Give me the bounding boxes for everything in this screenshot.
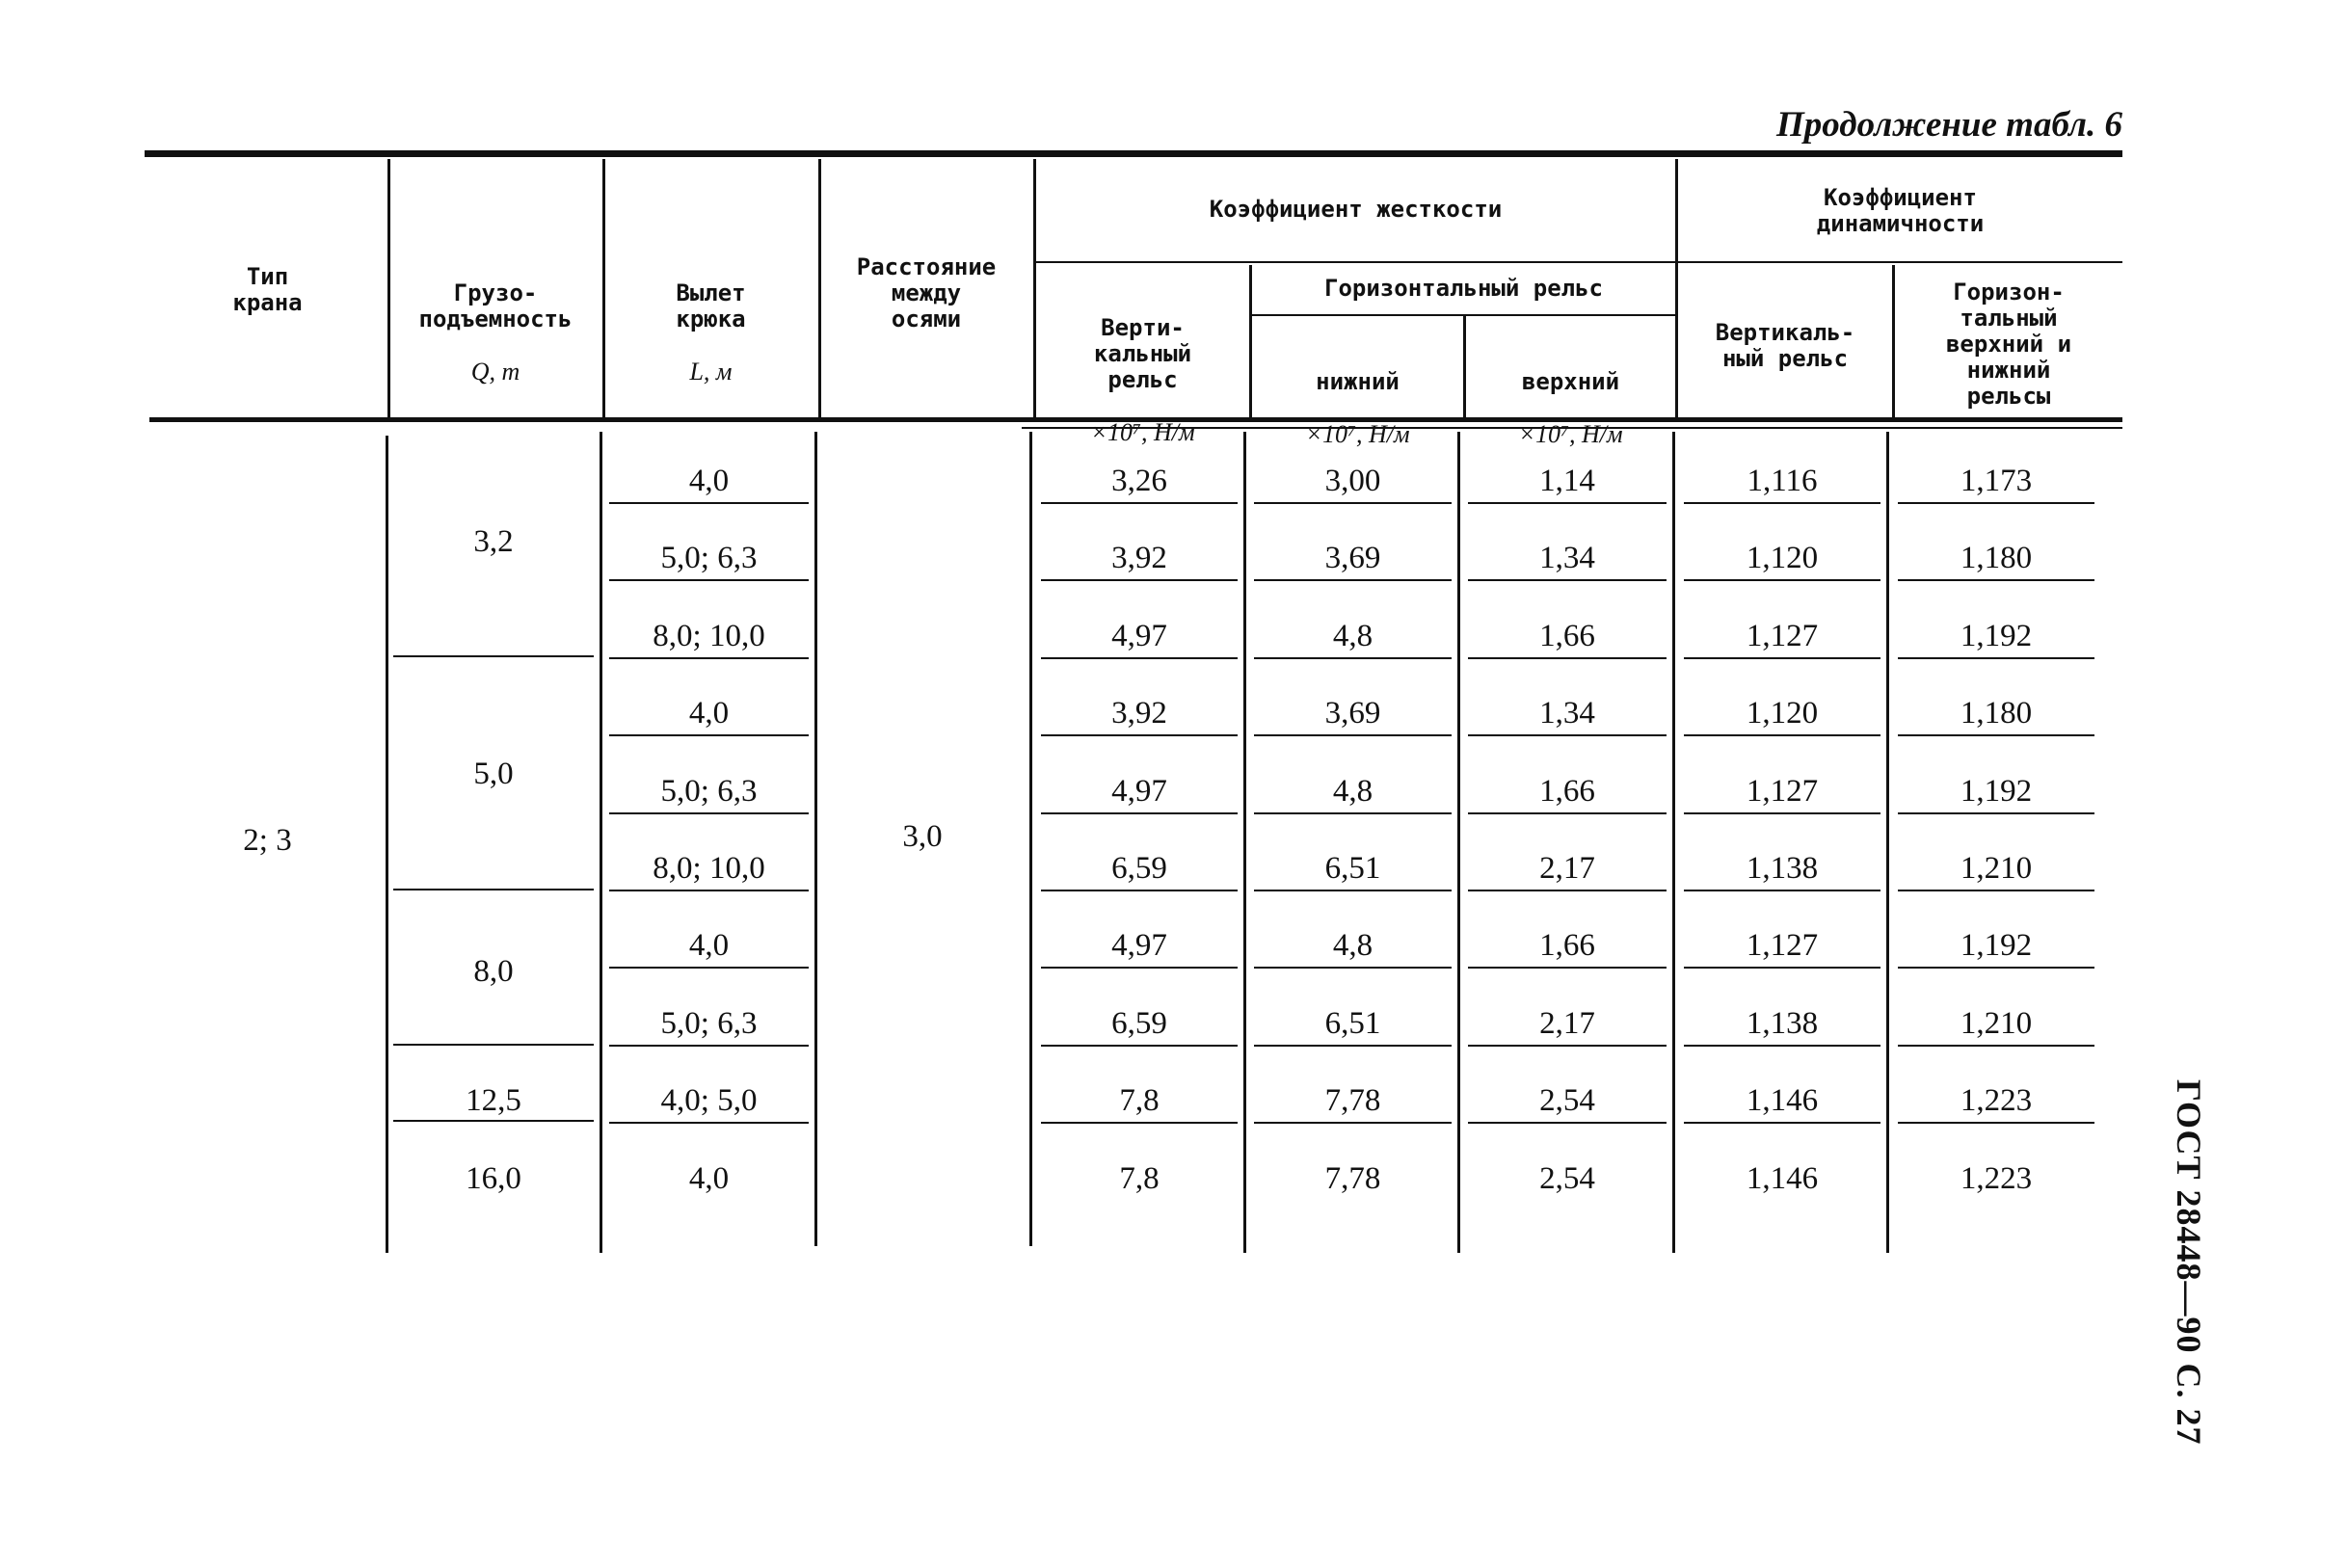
table-cell-lower: 3,69 (1324, 541, 1381, 576)
cell-underline (1254, 502, 1452, 504)
cell-underline (1468, 502, 1667, 504)
table-cell-upper: 1,66 (1539, 618, 1595, 653)
cell-underline (1254, 1122, 1452, 1124)
cell-underline (1254, 1045, 1452, 1047)
cell-underline (1684, 812, 1880, 814)
cell-underline (609, 657, 809, 659)
cell-underline (1468, 890, 1667, 891)
cell-underline (1041, 1122, 1238, 1124)
cell-underline (1468, 967, 1667, 969)
table-cell-upper: 1,66 (1539, 773, 1595, 809)
document-code: ГОСТ 28448—90 С. 27 (2170, 1079, 2208, 1446)
table-cell-upper: 1,34 (1539, 541, 1595, 576)
cell-underline (1898, 579, 2094, 581)
body-divider (1886, 432, 1889, 1253)
header-dynamic: Коэффициент динамичности (1816, 184, 1985, 237)
table-cell-dv: 1,138 (1746, 851, 1819, 886)
table-cell-reach: 4,0 (688, 928, 730, 964)
cell-underline (1041, 890, 1238, 891)
cell-underline (1684, 890, 1880, 891)
body-divider (600, 432, 602, 1253)
header-lower-label: нижний (1316, 368, 1400, 395)
table-cell-reach: 4,0 (688, 1160, 730, 1196)
table-cell-dh: 1,192 (1960, 618, 2033, 653)
cell-underline (1898, 967, 2094, 969)
cell-underline (1898, 812, 2094, 814)
cell-underline (1684, 1122, 1880, 1124)
table-cell-vert: 3,26 (1111, 464, 1167, 498)
table-cell-dv: 1,127 (1746, 928, 1819, 964)
table-cell-lower: 6,51 (1324, 1005, 1381, 1041)
table-cell-upper: 1,34 (1539, 696, 1595, 731)
cell-underline (1684, 967, 1880, 969)
cell-underline (1684, 502, 1880, 504)
cell-underline (1254, 657, 1452, 659)
header-vertical-rail (1036, 289, 1249, 446)
cell-underline (1041, 502, 1238, 504)
table-cell-lower: 4,8 (1332, 928, 1374, 964)
table-cell-reach: 5,0; 6,3 (660, 541, 758, 576)
cell-underline (1041, 967, 1238, 969)
cell-underline (1898, 502, 2094, 504)
header-upper (1466, 343, 1675, 448)
cell-underline (1041, 1045, 1238, 1047)
cell-underline (609, 579, 809, 581)
cell-underline (1468, 1045, 1667, 1047)
cell-underline (1468, 657, 1667, 659)
table-caption: Продолжение табл. 6 (1776, 105, 2122, 145)
cell-underline (609, 812, 809, 814)
header-divider (1252, 314, 1675, 316)
header-reach-label: Вылет крюка (676, 279, 746, 332)
cell-underline (1254, 890, 1452, 891)
table-cell-vert: 4,97 (1111, 618, 1167, 653)
table-cell-reach: 4,0 (688, 464, 730, 498)
header-lower (1252, 343, 1463, 448)
header-capacity-unit: Q, т (470, 358, 520, 385)
cell-underline (1041, 657, 1238, 659)
table-cell-dh: 1,210 (1960, 851, 2033, 886)
header-stiffness: Коэффициент жесткости (1209, 196, 1503, 223)
table-cell-lower: 6,51 (1324, 851, 1381, 886)
table-cell-vert: 4,97 (1111, 773, 1167, 809)
table-cell-vert: 4,97 (1111, 928, 1167, 964)
axle-distance-value: 3,0 (902, 819, 943, 854)
cell-underline (1041, 579, 1238, 581)
capacity-value: 12,5 (466, 1083, 521, 1118)
header-vertical-rail-label: Верти- кальный рельс (1093, 314, 1192, 393)
cell-underline (1468, 579, 1667, 581)
table-cell-lower: 3,00 (1324, 464, 1381, 498)
table-cell-upper: 2,17 (1539, 851, 1595, 886)
body-divider (1029, 432, 1032, 1246)
cell-underline (1684, 734, 1880, 736)
header-capacity-label: Грузо- подъемность (418, 279, 573, 332)
body-divider (1457, 432, 1460, 1253)
header-divider (1036, 261, 1675, 263)
table-cell-reach: 8,0; 10,0 (653, 851, 765, 886)
table-cell-dv: 1,138 (1746, 1005, 1819, 1041)
header-divider (1678, 261, 2122, 263)
table-cell-reach: 5,0; 6,3 (660, 1005, 758, 1041)
table-cell-lower: 3,69 (1324, 696, 1381, 731)
cell-underline (1254, 812, 1452, 814)
table-cell-vert: 3,92 (1111, 541, 1167, 576)
table-cell-dv: 1,146 (1746, 1160, 1819, 1196)
table-cell-lower: 7,78 (1324, 1083, 1381, 1119)
table-cell-dh: 1,180 (1960, 541, 2033, 576)
table-cell-vert: 3,92 (1111, 696, 1167, 731)
header-crane-type: Тип крана (232, 263, 303, 316)
header-axle-distance: Расстояние между осями (856, 253, 997, 332)
cell-underline (1898, 890, 2094, 891)
cell-underline (609, 967, 809, 969)
capacity-value: 16,0 (466, 1161, 521, 1196)
group-divider (393, 655, 594, 657)
header-reach-unit: L, м (689, 358, 733, 385)
cell-underline (1468, 1122, 1667, 1124)
cell-underline (609, 890, 809, 891)
table-cell-reach: 8,0; 10,0 (653, 618, 765, 653)
crane-type-value: 2; 3 (243, 823, 292, 858)
table-cell-vert: 6,59 (1111, 1005, 1167, 1041)
header-capacity (390, 254, 600, 385)
table-cell-dv: 1,120 (1746, 696, 1819, 731)
table-cell-lower: 4,8 (1332, 773, 1374, 809)
header-dyn-horizontal: Горизон- тальный верхний и нижний рельсы (1945, 279, 2072, 410)
capacity-value: 8,0 (473, 954, 514, 989)
cell-underline (1684, 1045, 1880, 1047)
header-dyn-vertical: Вертикаль- ный рельс (1715, 319, 1855, 372)
table-cell-upper: 2,54 (1539, 1160, 1595, 1196)
header-reach (605, 254, 816, 385)
cell-underline (1684, 579, 1880, 581)
group-divider (393, 1044, 594, 1046)
table-cell-dh: 1,192 (1960, 773, 2033, 809)
table-cell-upper: 1,66 (1539, 928, 1595, 964)
cell-underline (1254, 734, 1452, 736)
cell-underline (609, 1045, 809, 1047)
capacity-value: 5,0 (473, 757, 514, 791)
header-upper-unit: ×10⁷, Н/м (1518, 420, 1623, 448)
table-cell-dh: 1,180 (1960, 696, 2033, 731)
cell-underline (1041, 734, 1238, 736)
cell-underline (1468, 812, 1667, 814)
header-horizontal-rail: Горизонтальный рельс (1324, 275, 1603, 302)
header-lower-unit: ×10⁷, Н/м (1305, 420, 1410, 448)
cell-underline (1684, 657, 1880, 659)
table-cell-vert: 7,8 (1119, 1083, 1160, 1119)
cell-underline (1898, 1045, 2094, 1047)
body-divider (1672, 432, 1675, 1253)
table-cell-reach: 4,0 (688, 696, 730, 731)
group-divider (393, 889, 594, 890)
cell-underline (1254, 579, 1452, 581)
cell-underline (1254, 967, 1452, 969)
cell-underline (1898, 734, 2094, 736)
group-divider (393, 1120, 594, 1122)
table-cell-dv: 1,127 (1746, 618, 1819, 653)
table-cell-reach: 4,0; 5,0 (660, 1083, 758, 1119)
table-cell-dh: 1,210 (1960, 1005, 2033, 1041)
table-cell-dh: 1,173 (1960, 464, 2033, 498)
header-vertical-rail-unit: ×10⁷, Н/м (1090, 418, 1195, 446)
table-cell-upper: 2,17 (1539, 1005, 1595, 1041)
table-cell-dv: 1,127 (1746, 773, 1819, 809)
table-cell-dh: 1,223 (1960, 1160, 2033, 1196)
table-cell-dh: 1,223 (1960, 1083, 2033, 1119)
capacity-value: 3,2 (473, 524, 514, 559)
cell-underline (1041, 812, 1238, 814)
table-top-rule (145, 150, 2122, 157)
cell-underline (1898, 1122, 2094, 1124)
header-upper-label: верхний (1521, 368, 1620, 395)
table-cell-dh: 1,192 (1960, 928, 2033, 964)
cell-underline (1468, 734, 1667, 736)
table-cell-dv: 1,116 (1747, 464, 1818, 498)
cell-underline (609, 1122, 809, 1124)
cell-underline (1898, 657, 2094, 659)
table-cell-dv: 1,146 (1746, 1083, 1819, 1119)
table-cell-lower: 4,8 (1332, 618, 1374, 653)
table-cell-dv: 1,120 (1746, 541, 1819, 576)
cell-underline (609, 502, 809, 504)
table-cell-upper: 1,14 (1539, 464, 1595, 498)
cell-underline (609, 734, 809, 736)
table-cell-reach: 5,0; 6,3 (660, 773, 758, 809)
table-cell-vert: 6,59 (1111, 851, 1167, 886)
table-cell-lower: 7,78 (1324, 1160, 1381, 1196)
table-cell-upper: 2,54 (1539, 1083, 1595, 1119)
body-divider (1243, 432, 1246, 1253)
table-cell-vert: 7,8 (1119, 1160, 1160, 1196)
